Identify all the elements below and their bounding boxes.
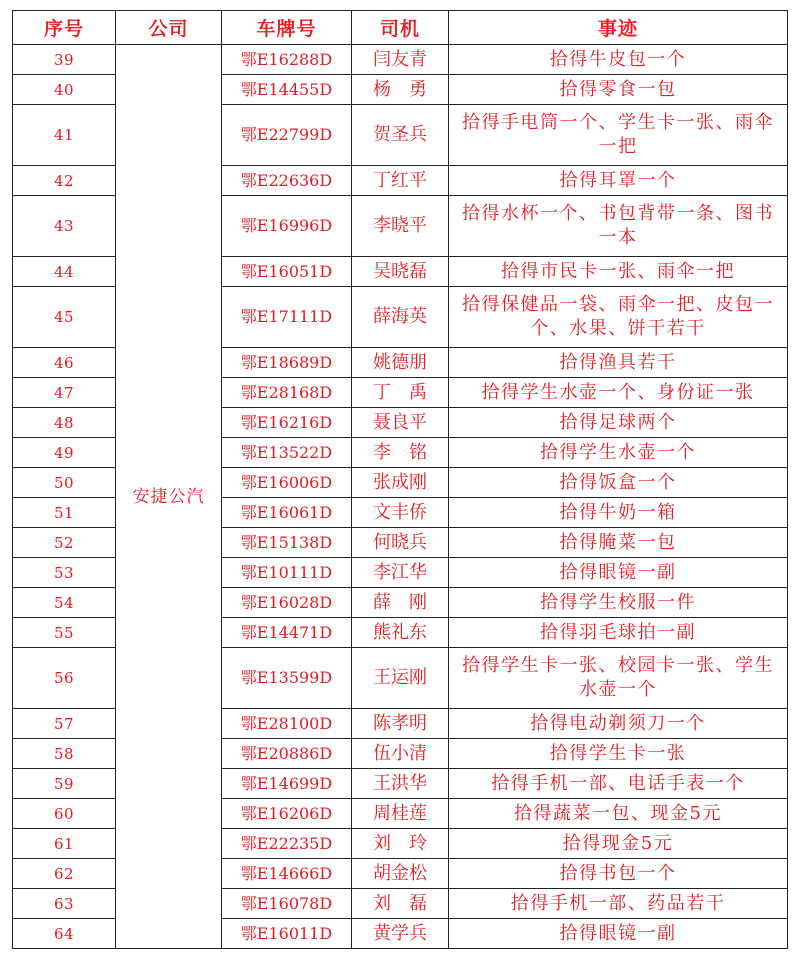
row-no: 52 — [13, 528, 116, 558]
row-plate: 鄂E20886D — [222, 739, 352, 769]
row-driver: 刘 磊 — [352, 889, 449, 919]
row-deed: 拾得眼镜一副 — [449, 919, 788, 949]
row-no: 51 — [13, 498, 116, 528]
row-driver: 黄学兵 — [352, 919, 449, 949]
row-plate: 鄂E14666D — [222, 859, 352, 889]
row-driver: 伍小清 — [352, 739, 449, 769]
row-no: 54 — [13, 588, 116, 618]
row-plate: 鄂E17111D — [222, 287, 352, 348]
table-row — [13, 45, 788, 75]
row-plate: 鄂E16206D — [222, 799, 352, 829]
row-plate: 鄂E16216D — [222, 408, 352, 438]
row-driver: 何晓兵 — [352, 528, 449, 558]
row-driver: 薛 刚 — [352, 588, 449, 618]
header-driver: 司机 — [352, 11, 449, 45]
row-deed: 拾得饭盒一个 — [449, 468, 788, 498]
header-company: 公司 — [116, 11, 222, 45]
row-deed: 拾得学生水壶一个 — [449, 438, 788, 468]
row-deed: 拾得眼镜一副 — [449, 558, 788, 588]
row-deed: 拾得水杯一个、书包背带一条、图书一本 — [449, 196, 788, 257]
row-deed: 拾得保健品一袋、雨伞一把、皮包一个、水果、饼干若干 — [449, 287, 788, 348]
row-plate: 鄂E16996D — [222, 196, 352, 257]
row-deed: 拾得学生卡一张、校园卡一张、学生水壶一个 — [449, 648, 788, 709]
row-no: 63 — [13, 889, 116, 919]
row-deed: 拾得学生校服一件 — [449, 588, 788, 618]
row-no: 58 — [13, 739, 116, 769]
row-deed: 拾得现金5元 — [449, 829, 788, 859]
good-deeds-table — [12, 10, 788, 949]
header-deed: 事迹 — [449, 11, 788, 45]
row-plate: 鄂E16078D — [222, 889, 352, 919]
row-no: 41 — [13, 105, 116, 166]
row-deed: 拾得零食一包 — [449, 75, 788, 105]
row-driver: 贺圣兵 — [352, 105, 449, 166]
row-plate: 鄂E16061D — [222, 498, 352, 528]
row-driver: 李 铭 — [352, 438, 449, 468]
row-driver: 熊礼东 — [352, 618, 449, 648]
row-no: 60 — [13, 799, 116, 829]
row-driver: 闫友青 — [352, 45, 449, 75]
row-no: 50 — [13, 468, 116, 498]
row-deed: 拾得手机一部、电话手表一个 — [449, 769, 788, 799]
row-no: 53 — [13, 558, 116, 588]
row-no: 45 — [13, 287, 116, 348]
row-driver: 杨 勇 — [352, 75, 449, 105]
row-driver: 姚德朋 — [352, 348, 449, 378]
row-driver: 薛海英 — [352, 287, 449, 348]
row-driver: 王运刚 — [352, 648, 449, 709]
row-deed: 拾得牛皮包一个 — [449, 45, 788, 75]
company-cell: 安捷公汽 — [116, 45, 222, 949]
row-no: 59 — [13, 769, 116, 799]
row-plate: 鄂E16288D — [222, 45, 352, 75]
row-plate: 鄂E13522D — [222, 438, 352, 468]
row-plate: 鄂E28168D — [222, 378, 352, 408]
row-no: 39 — [13, 45, 116, 75]
row-deed: 拾得蔬菜一包、现金5元 — [449, 799, 788, 829]
row-deed: 拾得足球两个 — [449, 408, 788, 438]
row-plate: 鄂E16011D — [222, 919, 352, 949]
row-driver: 文丰侨 — [352, 498, 449, 528]
row-driver: 张成刚 — [352, 468, 449, 498]
table-body — [13, 45, 788, 949]
row-plate: 鄂E14471D — [222, 618, 352, 648]
row-plate: 鄂E22799D — [222, 105, 352, 166]
row-no: 57 — [13, 709, 116, 739]
row-driver: 丁红平 — [352, 166, 449, 196]
row-deed: 拾得市民卡一张、雨伞一把 — [449, 257, 788, 287]
row-no: 44 — [13, 257, 116, 287]
row-deed: 拾得电动剃须刀一个 — [449, 709, 788, 739]
row-deed: 拾得羽毛球拍一副 — [449, 618, 788, 648]
row-deed: 拾得学生卡一张 — [449, 739, 788, 769]
row-no: 64 — [13, 919, 116, 949]
row-driver: 吴晓磊 — [352, 257, 449, 287]
row-no: 40 — [13, 75, 116, 105]
row-driver: 李江华 — [352, 558, 449, 588]
row-no: 62 — [13, 859, 116, 889]
header-plate: 车牌号 — [222, 11, 352, 45]
row-deed: 拾得书包一个 — [449, 859, 788, 889]
row-plate: 鄂E28100D — [222, 709, 352, 739]
row-plate: 鄂E16051D — [222, 257, 352, 287]
row-plate: 鄂E22636D — [222, 166, 352, 196]
row-no: 55 — [13, 618, 116, 648]
row-no: 46 — [13, 348, 116, 378]
row-driver: 周桂莲 — [352, 799, 449, 829]
row-plate: 鄂E14455D — [222, 75, 352, 105]
table-header-row — [13, 11, 788, 45]
row-no: 48 — [13, 408, 116, 438]
row-deed: 拾得腌菜一包 — [449, 528, 788, 558]
document-page — [12, 10, 787, 949]
row-no: 47 — [13, 378, 116, 408]
row-plate: 鄂E22235D — [222, 829, 352, 859]
header-no: 序号 — [13, 11, 116, 45]
row-no: 61 — [13, 829, 116, 859]
row-deed: 拾得手机一部、药品若干 — [449, 889, 788, 919]
row-driver: 陈孝明 — [352, 709, 449, 739]
row-plate: 鄂E14699D — [222, 769, 352, 799]
row-driver: 丁 禹 — [352, 378, 449, 408]
row-plate: 鄂E16028D — [222, 588, 352, 618]
row-plate: 鄂E18689D — [222, 348, 352, 378]
row-driver: 刘 玲 — [352, 829, 449, 859]
row-no: 43 — [13, 196, 116, 257]
row-deed: 拾得牛奶一箱 — [449, 498, 788, 528]
row-driver: 李晓平 — [352, 196, 449, 257]
row-driver: 王洪华 — [352, 769, 449, 799]
row-deed: 拾得手电筒一个、学生卡一张、雨伞一把 — [449, 105, 788, 166]
row-driver: 聂良平 — [352, 408, 449, 438]
row-plate: 鄂E15138D — [222, 528, 352, 558]
row-no: 56 — [13, 648, 116, 709]
row-deed: 拾得耳罩一个 — [449, 166, 788, 196]
row-driver: 胡金松 — [352, 859, 449, 889]
row-plate: 鄂E13599D — [222, 648, 352, 709]
row-plate: 鄂E10111D — [222, 558, 352, 588]
row-deed: 拾得学生水壶一个、身份证一张 — [449, 378, 788, 408]
row-plate: 鄂E16006D — [222, 468, 352, 498]
row-no: 49 — [13, 438, 116, 468]
row-deed: 拾得渔具若干 — [449, 348, 788, 378]
row-no: 42 — [13, 166, 116, 196]
